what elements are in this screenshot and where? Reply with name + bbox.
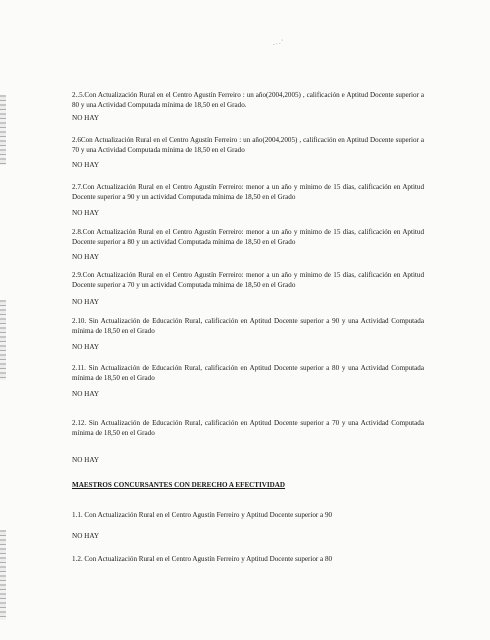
paragraph-1-2: 1.2. Con Actualización Rural en el Centro Agustín Ferreiro y Aptitud Docente superior a 80 (72, 555, 333, 563)
no-hay-label: NO HAY (72, 114, 100, 122)
no-hay-label: NO HAY (72, 390, 100, 398)
top-scan-mark: . . . ' (272, 39, 284, 47)
no-hay-label: NO HAY (72, 209, 100, 217)
paragraph-1-1: 1.1. Con Actualización Rural en el Centro Agustín Ferreiro y Aptitud Docente superior a 90 (72, 511, 333, 519)
paragraph-2-11: 2.11. Sin Actualización de Educación Rural, calificación en Aptitud Docente superior a 80 y una Actividad Computada mínima de 18,50 en el Grado (72, 364, 424, 382)
paragraph-2-10: 2.10. Sin Actualización de Educación Rural, calificación en Aptitud Docente superior a 90 y una Actividad Computada mínima de 18,50 en el Grado (72, 317, 424, 335)
paragraph-2-8: 2.8.Con Actualización Rural en el Centro Agustín Ferreiro: menor a un año y mínimo de 15 días, calificación en Aptitud Docente superior a 80 y un actividad Computada mínima de 18,50 en el Grado (72, 228, 424, 246)
no-hay-label: NO HAY (72, 532, 100, 540)
no-hay-label: NO HAY (72, 253, 100, 261)
paragraph-2-12: 2.12. Sin Actualización de Educación Rural, calificación en Aptitud Docente superior a 70 y una Actividad Computada mínima de 18,50 en el Grado (72, 419, 424, 437)
paragraph-2-7: 2.7.Con Actualización Rural en el Centro Agustín Ferreiro: menor a un año y mínimo de 15 días, calificación en Aptitud Docente superior a 90 y un actividad Computada mínima de 18,50 en el Grado (72, 183, 424, 201)
no-hay-label: NO HAY (72, 298, 100, 306)
scan-edge-mark (0, 300, 6, 380)
no-hay-label: NO HAY (72, 456, 100, 464)
paragraph-2-5: 2..5.Con Actualización Rural en el Centro Agustín Ferreiro : un año(2004,2005) , calificación e Aptitud Docente superior a 80 y una Actividad Computada mínima de 18,50 en el Grado. (72, 91, 424, 109)
paragraph-2-6: 2.6Con Actualización Rural en el Centro Agustín Ferreiro : un año(2004,2005) , calificación en Aptitud Docente superior a 70 y una Actividad Computada mínima de 18,50 en el Grado (72, 136, 424, 154)
section-title: MAESTROS CONCURSANTES CON DERECHO A EFECTIVIDAD (72, 481, 286, 489)
scan-edge-mark (0, 530, 6, 620)
no-hay-label: NO HAY (72, 343, 100, 351)
no-hay-label: NO HAY (72, 161, 100, 169)
paragraph-2-9: 2.9.Con Actualización Rural en el Centro Agustín Ferreiro: menor a un año y mínimo de 15 días, calificación en Aptitud Docente superior a 70 y un actividad Computada mínima de 18,50 en el Grado (72, 271, 424, 289)
scan-edge-mark (0, 95, 6, 165)
